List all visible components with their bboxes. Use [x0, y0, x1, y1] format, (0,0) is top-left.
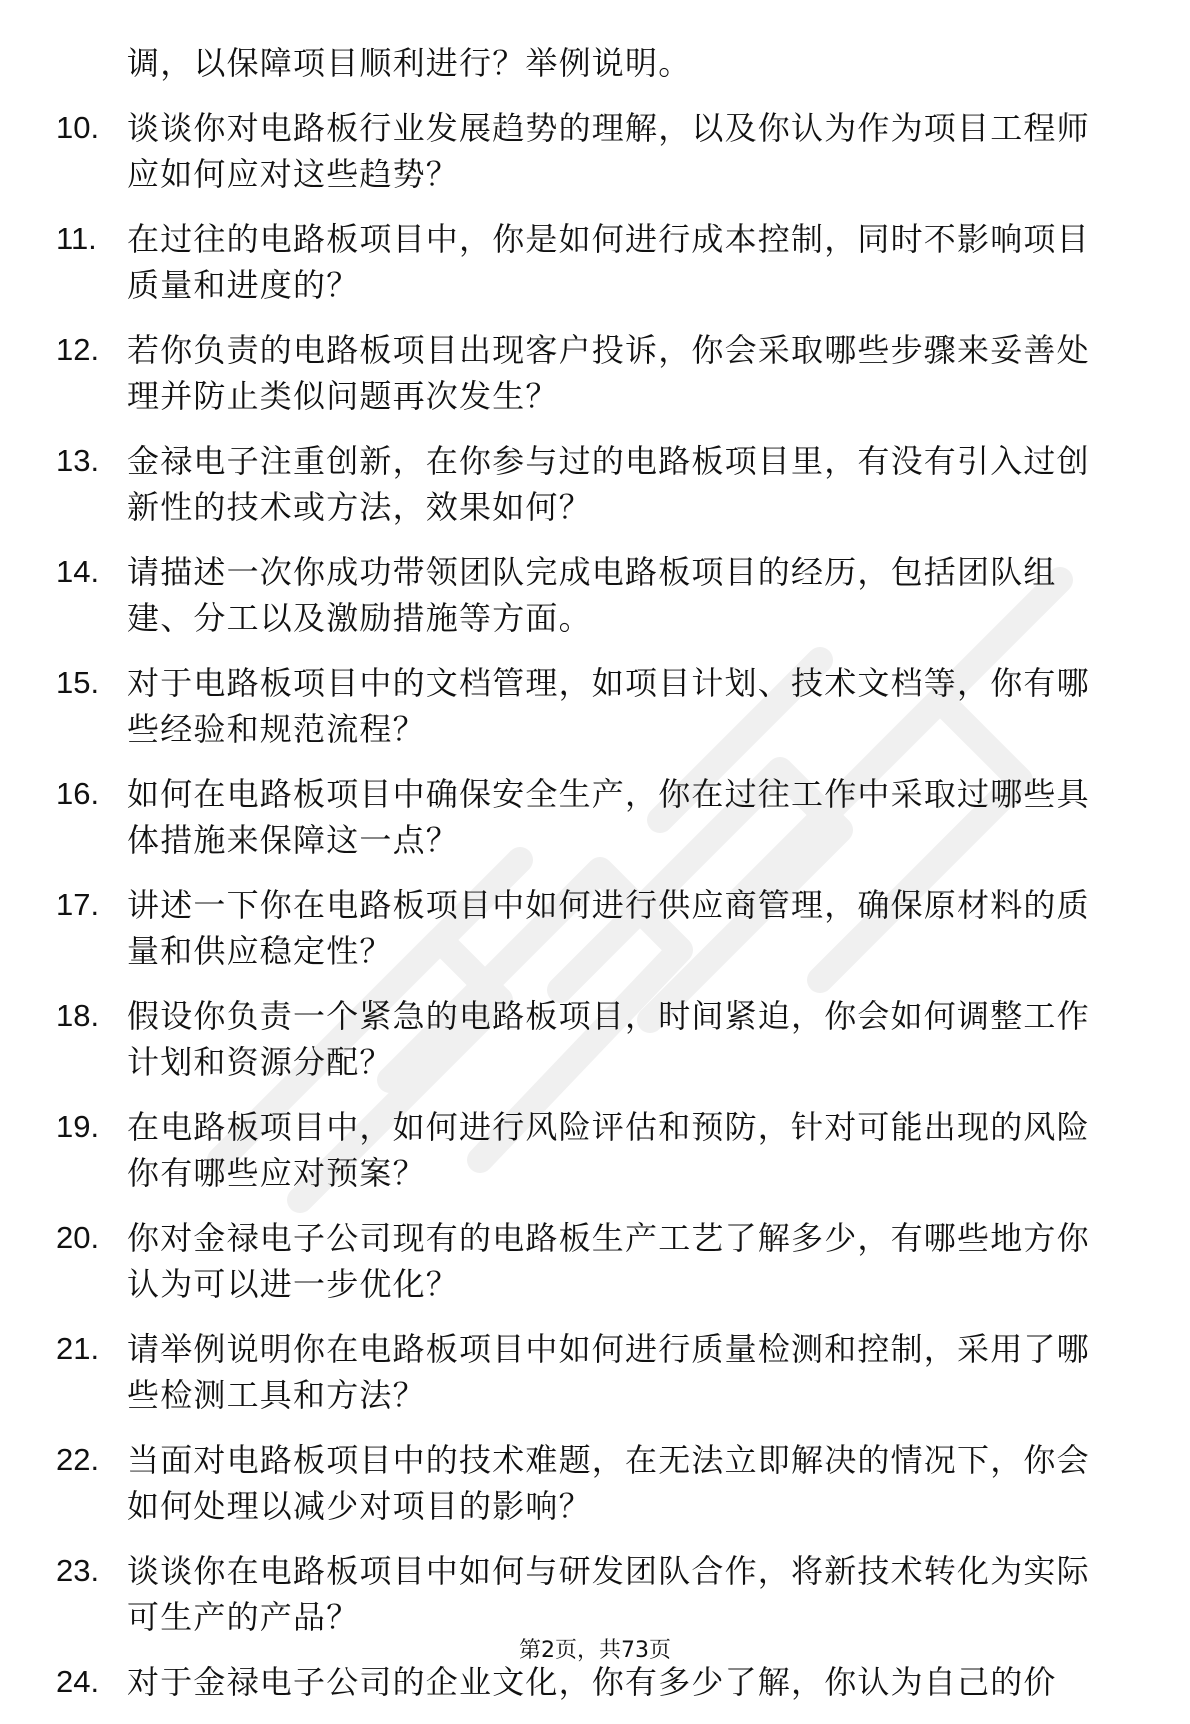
question-item-22	[56, 1437, 1136, 1529]
question-item-11	[56, 216, 1136, 308]
question-text: 金禄电子注重创新，在你参与过的电路板项目里，有没有引入过创新性的技术或方法，效果如何？	[127, 442, 1090, 526]
question-number: 19.	[56, 1109, 100, 1144]
question-text: 在过往的电路板项目中，你是如何进行成本控制，同时不影响项目质量和进度的？	[127, 220, 1090, 304]
question-item-10	[56, 105, 1136, 197]
question-number: 13.	[56, 443, 100, 478]
question-text: 如何在电路板项目中确保安全生产，你在过往工作中采取过哪些具体措施来保障这一点？	[127, 775, 1090, 859]
question-text: 假设你负责一个紧急的电路板项目，时间紧迫，你会如何调整工作计划和资源分配？	[127, 997, 1090, 1081]
question-number: 11.	[56, 221, 97, 256]
question-text: 当面对电路板项目中的技术难题，在无法立即解决的情况下，你会如何处理以减少对项目的影响？	[127, 1441, 1090, 1525]
question-number: 15.	[56, 665, 100, 700]
question-number: 14.	[56, 554, 100, 589]
question-number: 10.	[56, 110, 100, 145]
question-number: 12.	[56, 332, 100, 367]
question-number: 24.	[56, 1664, 100, 1699]
page-number-footer: 第2页，共73页	[519, 1638, 671, 1663]
question-text: 在电路板项目中，如何进行风险评估和预防，针对可能出现的风险你有哪些应对预案？	[127, 1108, 1090, 1192]
question-text: 对于金禄电子公司的企业文化，你有多少了解，你认为自己的价	[127, 1663, 1057, 1701]
question-number: 18.	[56, 998, 100, 1033]
question-number: 20.	[56, 1220, 100, 1255]
question-item-14	[56, 549, 1136, 641]
question-text: 谈谈你对电路板行业发展趋势的理解，以及你认为作为项目工程师应如何应对这些趋势？	[127, 109, 1090, 193]
question-text: 你对金禄电子公司现有的电路板生产工艺了解多少，有哪些地方你认为可以进一步优化？	[127, 1219, 1090, 1303]
question-item-21	[56, 1326, 1136, 1418]
continuation-item	[56, 40, 1136, 86]
question-text: 若你负责的电路板项目出现客户投诉，你会采取哪些步骤来妥善处理并防止类似问题再次发生？	[127, 331, 1090, 415]
question-number: 22.	[56, 1442, 100, 1477]
question-text: 讲述一下你在电路板项目中如何进行供应商管理，确保原材料的质量和供应稳定性？	[127, 886, 1090, 970]
question-item-16	[56, 771, 1136, 863]
question-number: 17.	[56, 887, 100, 922]
question-number: 23.	[56, 1553, 100, 1588]
question-number: 21.	[56, 1331, 100, 1366]
question-item-15	[56, 660, 1136, 752]
question-item-12	[56, 327, 1136, 419]
question-text: 谈谈你在电路板项目中如何与研发团队合作，将新技术转化为实际可生产的产品？	[127, 1552, 1090, 1636]
question-item-20	[56, 1215, 1136, 1307]
question-text: 请举例说明你在电路板项目中如何进行质量检测和控制，采用了哪些检测工具和方法？	[127, 1330, 1090, 1414]
question-text: 请描述一次你成功带领团队完成电路板项目的经历，包括团队组建、分工以及激励措施等方面。	[127, 553, 1057, 637]
question-text: 对于电路板项目中的文档管理，如项目计划、技术文档等，你有哪些经验和规范流程？	[127, 664, 1090, 748]
question-item-17	[56, 882, 1136, 974]
question-item-18	[56, 993, 1136, 1085]
question-item-19	[56, 1104, 1136, 1196]
continuation-text: 调，以保障项目顺利进行？举例说明。	[127, 44, 692, 82]
question-item-13	[56, 438, 1136, 530]
question-number: 16.	[56, 776, 100, 811]
question-list	[56, 40, 1136, 1724]
question-item-23	[56, 1548, 1136, 1640]
